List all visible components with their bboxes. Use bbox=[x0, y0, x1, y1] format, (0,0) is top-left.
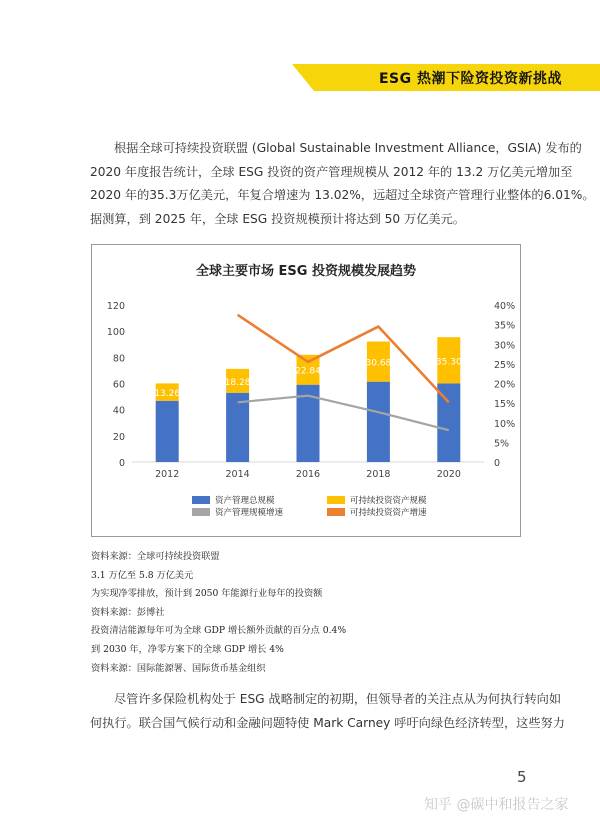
intro-line: 2020 年度报告统计，全球 ESG 投资的资产管理规模从 2012 年的 13.2 万亿美元增加至 bbox=[90, 164, 573, 179]
x-tick-label: 2014 bbox=[225, 469, 250, 480]
bar-data-label: 35.30 bbox=[435, 357, 462, 368]
bar-data-label: 30.68 bbox=[365, 358, 392, 369]
chart-canvas bbox=[92, 245, 520, 536]
note-item: 资料来源：彭博社 bbox=[91, 606, 165, 618]
legend-swatch bbox=[192, 508, 210, 516]
y-right-tick-label: 10% bbox=[494, 418, 516, 430]
y-left-tick-label: 60 bbox=[112, 379, 125, 391]
y-right-tick-label: 20% bbox=[494, 379, 516, 391]
y-left-tick-label: 100 bbox=[106, 327, 125, 339]
legend-swatch bbox=[327, 508, 345, 516]
y-right-tick-label: 35% bbox=[494, 320, 516, 332]
source-notes bbox=[91, 548, 346, 678]
y-left-tick-label: 20 bbox=[112, 431, 125, 443]
x-tick-label: 2018 bbox=[366, 469, 391, 480]
watermark: 知乎 @碳中和报告之家 bbox=[424, 797, 569, 813]
y-right-tick-label: 5% bbox=[494, 438, 510, 450]
note-item: 投资清洁能源每年可为全球 GDP 增长额外贡献的百分点 0.4% bbox=[91, 625, 347, 637]
bar-total-aum bbox=[226, 393, 249, 462]
y-right-tick-label: 0 bbox=[494, 458, 501, 469]
legend-label: 资产管理总规模 bbox=[215, 496, 275, 506]
bar-data-label: 13.26 bbox=[154, 389, 181, 400]
y-left-tick-label: 120 bbox=[106, 301, 125, 312]
esg-chart bbox=[91, 244, 521, 537]
note-item: 资料来源：全球可持续投资联盟 bbox=[91, 551, 220, 562]
line-sustainable-growth bbox=[238, 315, 449, 403]
closing-paragraph bbox=[90, 688, 565, 735]
y-left-tick-label: 40 bbox=[112, 405, 125, 417]
bar-data-label: 18.28 bbox=[224, 377, 251, 388]
legend-label: 可持续投资资产规模 bbox=[350, 496, 427, 506]
note-item: 资料来源：国际能源署、国际货币基金组织 bbox=[91, 662, 266, 674]
y-right-tick-label: 30% bbox=[494, 340, 516, 352]
y-right-tick-label: 40% bbox=[494, 301, 516, 312]
page-header-title: ESG 热潮下险资投资新挑战 bbox=[378, 71, 562, 87]
legend-label: 资产管理规模增速 bbox=[215, 508, 284, 518]
y-right-tick-label: 25% bbox=[494, 359, 516, 371]
bar-total-aum bbox=[156, 401, 179, 462]
intro-line: 2020 年的35.3万亿美元，年复合增速为 13.02%，远超过全球资产管理行业整体的6.01%。 bbox=[90, 188, 595, 202]
note-item: 3.1 万亿至 5.8 万亿美元 bbox=[91, 569, 194, 581]
x-tick-label: 2020 bbox=[436, 469, 461, 480]
y-left-tick-label: 80 bbox=[112, 353, 125, 365]
intro-paragraph bbox=[90, 137, 595, 231]
note-item: 为实现净零排放，预计到 2050 年能源行业每年的投资额 bbox=[91, 588, 323, 600]
closing-line: 尽管许多保险机构处于 ESG 战略制定的初期，但领导者的关注点从为何执行转向如 bbox=[114, 692, 562, 706]
bar-data-label: 22.84 bbox=[295, 366, 321, 377]
intro-line: 据测算，到 2025 年，全球 ESG 投资规模预计将达到 50 万亿美元。 bbox=[90, 211, 465, 226]
x-tick-label: 2016 bbox=[295, 469, 321, 480]
legend-swatch bbox=[192, 496, 210, 504]
bar-total-aum bbox=[367, 382, 390, 462]
legend-swatch bbox=[327, 496, 345, 504]
y-right-tick-label: 15% bbox=[494, 399, 516, 411]
line-aum-growth bbox=[238, 396, 449, 431]
chart-title: 全球主要市场 ESG 投资规模发展趋势 bbox=[196, 264, 416, 279]
legend-label: 可持续投资资产增速 bbox=[350, 508, 427, 518]
x-tick-label: 2012 bbox=[155, 469, 180, 480]
page-number: 5 bbox=[517, 768, 527, 786]
closing-line: 何执行。联合国气候行动和金融问题特使 Mark Carney 呼吁向绿色经济转型，这些努力 bbox=[90, 715, 565, 730]
y-left-tick-label: 0 bbox=[118, 458, 125, 469]
note-item: 到 2030 年，净零方案下的全球 GDP 增长 4% bbox=[91, 643, 284, 655]
intro-line: 根据全球可持续投资联盟 (Global Sustainable Investment Alliance，GSIA) 发布的 bbox=[114, 141, 582, 155]
